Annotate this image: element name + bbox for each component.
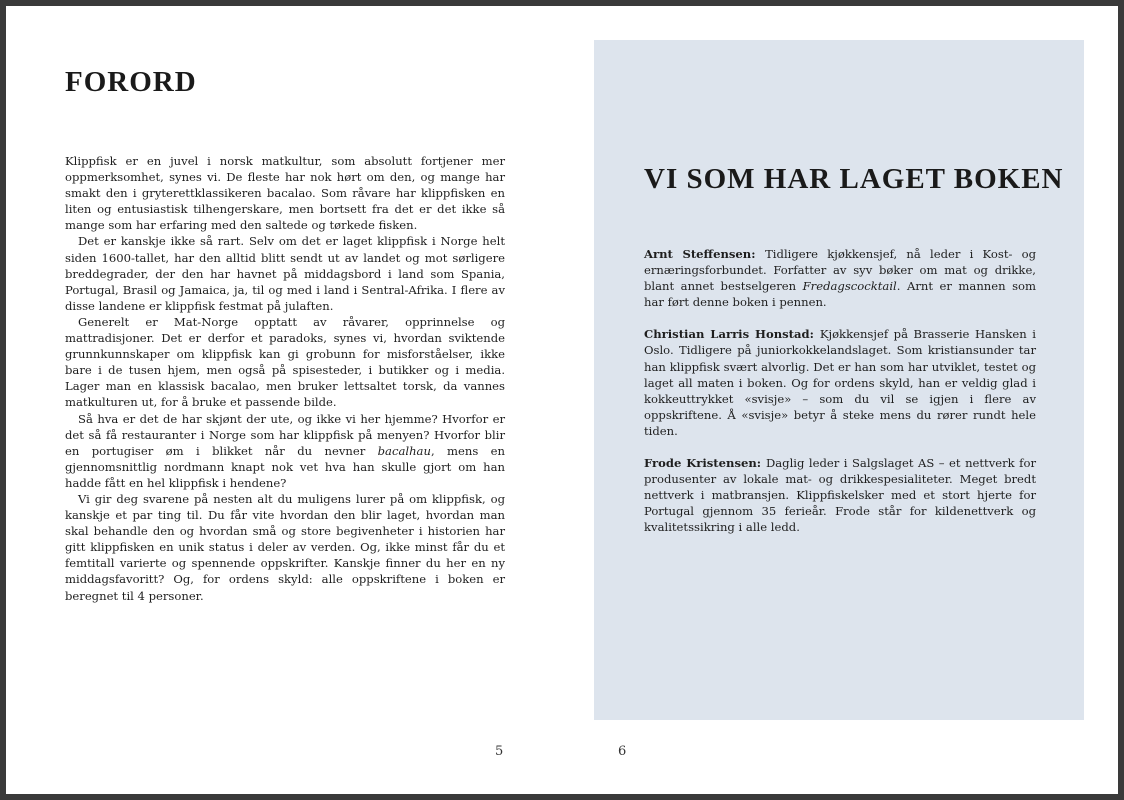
forord-body [65, 153, 505, 604]
bio-name: Christian Larris Honstad: [644, 327, 814, 342]
bio-christian-larris-honstad: Christian Larris Honstad: Kjøkkensjef på Brasserie Hansken i Oslo. Tidligere på juniorkokkelandslaget. Som kristiansunder tar han klippfisk svært alvorlig. Det er han som har utviklet, testet og laget all maten i boken. Og for ordens skyld, han er veldig glad i kokkeuttrykket «svisje» – som du vil se igjen i flere av oppskriftene. Å «svisje» betyr å steke mens du rører rundt hele tiden. [644, 327, 1036, 438]
page-number-left: 5 [495, 744, 504, 759]
page-title-contributors: VI SOM HAR LAGET BOKEN [644, 163, 1064, 195]
bio-arnt-steffensen: Arnt Steffensen: Tidligere kjøkkensjef, nå leder i Kost- og ernæringsforbundet. Forfatter av syv bøker om mat og drikke, blant annet bestselgeren Fredagscocktail. Arnt er mannen som har ført denne boken i pennen. [644, 247, 1037, 310]
bio-name: Frode Kristensen: [644, 456, 762, 471]
paragraph: Det er kanskje ikke så rart. Selv om det er laget klippfisk i Norge helt siden 1600-tallet, har den alltid blitt sendt ut av landet og mot sørligere breddegrader, der den har havnet på middagsbord i land som Spania, Portugal, Brasil og Jamaica, ja, til og med i land i Sentral-Afrika. I flere av disse landene er klippfisk festmat på julaften. [65, 234, 505, 313]
paragraph: Vi gir deg svarene på nesten alt du muligens lurer på om klippfisk, og kanskje et par ting til. Du får vite hvordan den blir laget, hvordan man skal behandle den og hvordan små og store begivenheter i historien har gitt klippfisken en unik status i deler av verden. Og, ikke minst får du et femtitall varierte og spennende oppskrifter. Kanskje finner du her en ny middagsfavoritt? Og, for ordens skyld: alle oppskriftene i boken er beregnet til 4 personer. [65, 491, 505, 603]
bio-name: Arnt Steffensen: [644, 247, 756, 261]
book-spread [6, 6, 1118, 794]
paragraph: Klippfisk er en juvel i norsk matkultur, som absolutt fortjener mer oppmerksomhet, synes vi. De fleste har nok hørt om den, og mange har smakt den i gryterettklassikeren bacalao. Som råvare har klippfisken en liten og entusiastisk tilhengerskare, men bortsett fra det er det ikke så mange som har erfaring med den saltede og tørkede fisken. [65, 154, 505, 233]
page-number-right: 6 [618, 744, 627, 759]
contributor-bios [644, 246, 1036, 552]
page-title-forord: FORORD [65, 66, 197, 98]
paragraph: Så hva er det de har skjønt der ute, og ikke vi her hjemme? Hvorfor er det så få restauranter i Norge som har klippfisk på menyen? Hvorfor blir en portugiser øm i blikket når du nevner bacalhau, mens en gjennomsnittlig nordmann knapt nok vet hva han skulle gjort om han hadde fått en hel klippfisk i hendene? [65, 411, 505, 490]
contributors-panel [594, 40, 1084, 720]
book-title-italic: Fredagscocktail [802, 279, 897, 294]
bio-frode-kristensen: Frode Kristensen: Daglig leder i Salgslaget AS – et nettverk for produsenter av lokale mat- og drikkespesialiteter. Meget bredt nettverk i matbransjen. Klippfiskelsker med et stort hjerte for Portugal gjennom 35 ferieår. Frode står for kildenettverk og kvalitetssikring i alle ledd. [644, 456, 1036, 535]
paragraph: Generelt er Mat-Norge opptatt av råvarer, opprinnelse og mattradisjoner. Det er derfor et paradoks, synes vi, hvordan sviktende grunnkunnskaper om klippfisk kan gi grobunn for misforståelser, ikke bare i de tusen hjem, men også på spisesteder, i butikker og i media. Lager man en klassisk bacalao, men bruker lettsaltet torsk, da vannes matkulturen ut, for å bruke et passende bilde. [65, 314, 505, 410]
